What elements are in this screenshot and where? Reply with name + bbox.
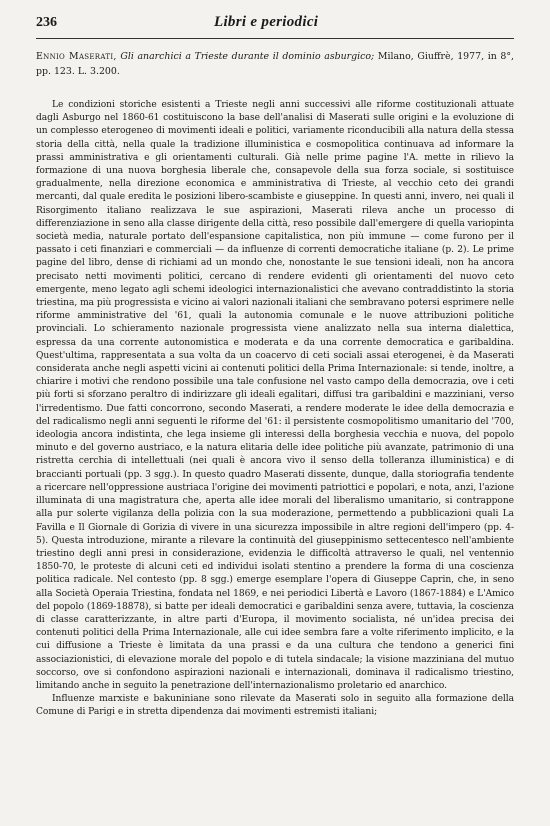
citation-publisher: Milano, Giuffrè, 1977, in 8°, pp. 123. L. 3.200.: [36, 51, 515, 77]
page: [36, 14, 514, 720]
running-title: Libri e periodici: [214, 14, 319, 30]
citation-title: Gli anarchici a Trieste durante il dominio asburgico;: [120, 51, 375, 62]
page-header: [36, 14, 514, 39]
book-citation: [36, 49, 514, 79]
citation-author: Ennio Maserati,: [36, 51, 117, 62]
review-paragraph-2: Influenze marxiste e bakuniniane sono rilevate da Maserati solo in seguito alla formazione della Comune di Parigi e in stretta dipendenza dai movimenti estremisti italiani;: [36, 694, 514, 718]
review-body: [36, 99, 514, 720]
page-number: 236: [36, 15, 57, 30]
review-paragraph-1: Le condizioni storiche esistenti a Trieste negli anni successivi alle riforme costituzionali attuate dagli Asburgo nel 1860-61 costituiscono la base dell'analisi di Maserati sulle origini e la evoluzione di un complesso eterogeneo di movimenti ideali e politici, variamente riconducibili alla natura della stessa storia della città, nella quale la tradizione illuministica e cosmopolitica continuava ad informare la prassi amministrativa e gli orientamenti culturali. Già nelle prime pagine l'A. mette in rilievo la formazione di una nuova borghesia liberale che, consapevole della sua forza sociale, si sostituisce gradualmente, nella direzione economica e amministrativa di Trieste, al vecchio ceto dei grandi mercanti, dal quale eredita le posizioni libero-scambiste e giuseppine. In questi anni, invero, nei quali il Risorgimento italiano realizzava le sue aspirazioni, Maserati rileva anche un processo di differenziazione in seno alla classe dirigente della città, reso possibile dall'emergere di quella variopinta società media, naturale portato dell'espansione capitalistica, non più immune — come furono per il passato i ceti finanziari e commerciali — da influenze di correnti democratiche italiane (p. 2). Le prime pagine del libro, dense di richiami ad un mondo che, nonostante le sue tensioni ideali, non ha ancora precisato netti movimenti politici, cercano di rendere evidenti gli orientamenti del nuovo ceto emergente, meno legato agli schemi ideologici internazionalistici che avevano contraddistinto la storia triestina, ma più progressista e vicino ai valori nazionali italiani che sembravano potersi esprimere nelle riforme amministrative del '61, quali la autonomia comunale e le nuove attribuzioni politiche provinciali. Lo schieramento nazionale progressista viene analizzato nella sua interna dialettica, espressa da una corrente autonomistica e moderata e da una corrente democratica e garibaldina. Quest'ultima, rappresentata a sua volta da un coacervo di ceti sociali assai eterogenei, è da Maserati considerata anche negli aspetti vicini ai contenuti politici della Prima Internazionale: si tende, inoltre, a chiarire i motivi che rendono possibile una tale confusione nel vasto campo della democrazia, ove i ceti più forti si sforzano peraltro di indirizzare gli ideali egalitari, diffusi tra garibaldini e mazziniani, verso l'irredentismo. Due fatti concorrono, secondo Maserati, a rendere moderate le idee della democrazia e del radicalismo negli anni seguenti le riforme del '61: il persistente cosmopolitismo umanitario del '700, ideologia ancora indistinta, che lega insieme gli interessi della borghesia vecchia e nuova, del popolo minuto e del governo austriaco, e la natura elitaria delle idee politiche più avanzate, patrimonio di una ristretta cerchia di intellettuali (nei quali è ancora vivo il senso della tolleranza illuministica) e di braccianti portuali (pp. 3 sgg.). In questo quadro Maserati dissente, dunque, dalla storiografia tendente a ricercare nell'oppressione austriaca l'origine dei movimenti patriottici e popolari, e nota, anzi, l'azione illuminata di una magistratura che, aperta alle idee morali del liberalismo umanitario, si contrappone alla pur solerte vigilanza della polizia con la sua moderazione, permettendo a pubblicazioni quali La Favilla e Il Giornale di Gorizia di vivere in una sicurezza impossibile in altre regioni dell'impero (pp. 4-5). Questa introduzione, mirante a rilevare la continuità del giuseppinismo settecentesco nell'ambiente triestino degli anni presi in considerazione, evidenzia le difficoltà attraverso le quali, nel ventennio 1850-70, le proteste di alcuni ceti ed individui isolati stentino a prendere la forma di una coscienza politica radicale. Nel contesto (pp. 8 sgg.) emerge esemplare l'opera di Giuseppe Caprin, che, in seno alla Società Operaia Triestina, fondata nel 1869, e nei periodici Libertà e Lavoro (1867-1884) e L'Amico del popolo (1869-18878), si batte per ideali democratici e garibaldini senza avere, tuttavia, la coscienza di classe caratterizzante, in altre parti d'Europa, il movimento socialista, né un'idea precisa dei contenuti politici della Prima Internazionale, alle cui idee sembra fare a volte riferimento implicito, e la cui diffusione a Trieste è limitata da una prassi e da una cultura che tendono a generici fini associazionistici, di elevazione morale del popolo e di tutela sindacale; la visione mazziniana del mutuo soccorso, ove si confondono aspirazioni nazionali e internazionali, dominava il radicalismo triestino, limitando anche in seguito la penetrazione dell'internazionalismo proletario ed anarchico.: [36, 100, 514, 691]
